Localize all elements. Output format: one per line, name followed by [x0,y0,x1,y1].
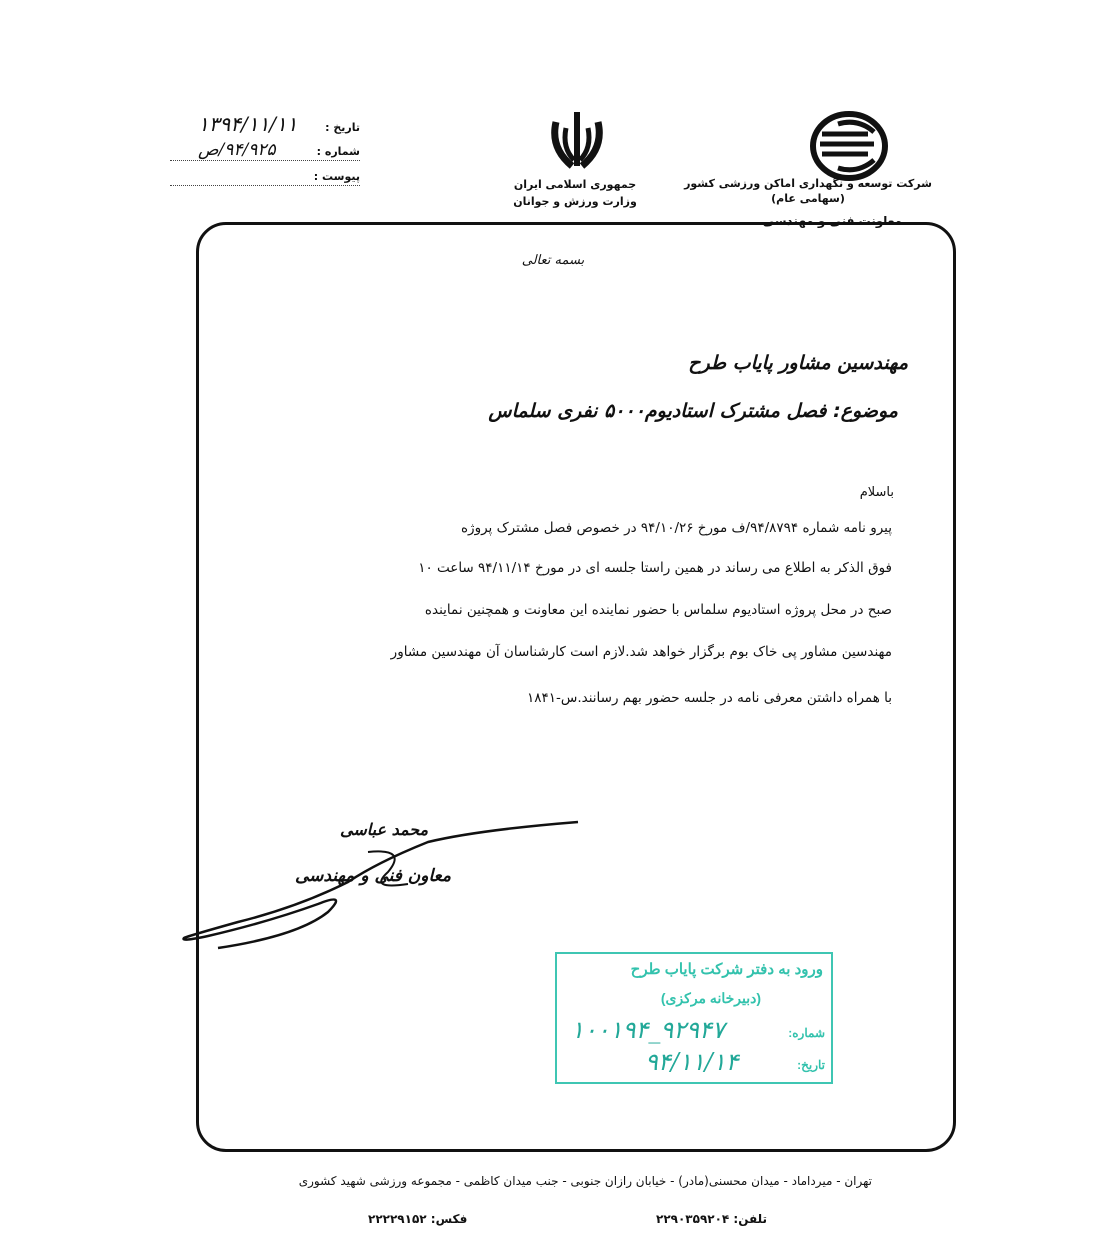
signatory-title: معاون فنی و مهندسی [295,866,451,886]
stamp-date-label: تاریخ: [797,1058,825,1072]
date-label: تاریخ : [325,121,360,134]
stamp-number-value: ۱۰۰۱۹۴_۹۲۹۴۷ [571,1016,725,1044]
signatory-name: محمد عباسی [340,820,429,839]
company-department: معاونت فنی و مهندسی [762,214,902,228]
attachment-row [170,161,360,186]
date-value: ۱۳۹۴/۱۱/۱۱ [198,112,298,136]
recipient: مهندسین مشاور پایاب طرح [688,352,908,374]
number-row [170,136,360,161]
body-line-1: پیرو نامه شماره ۹۴/۸۷۹۴/ف مورخ ۹۴/۱۰/۲۶ در خصوص فصل مشترک پروژه [460,520,892,536]
date-row [170,112,360,136]
greeting: باسلام [859,485,894,500]
body-line-2: فوق الذکر به اطلاع می رساند در همین راستا جلسه ای در مورخ ۹۴/۱۱/۱۴ ساعت ۱۰ [418,560,892,576]
iran-emblem-icon [550,108,604,172]
company-name: شرکت توسعه و نگهداری اماکن ورزشی کشور [684,177,932,190]
footer-phone: تلفن: ۲۲۹۰۳۵۹۲۰۴ [656,1212,768,1226]
footer-fax: فکس: ۲۲۲۲۹۱۵۲ [368,1212,468,1226]
government-ministry: وزارت ورزش و جوانان [513,195,637,208]
attachment-label: پیوست : [313,170,360,183]
stamp-number-label: شماره: [788,1026,825,1040]
company-name-block [678,176,938,206]
government-country: جمهوری اسلامی ایران [513,178,637,191]
company-logo-icon [808,110,890,182]
invocation: بسمه تعالی [521,253,585,268]
stamp-subtitle: (دبیرخانه مرکزی) [660,990,761,1006]
government-block [505,176,645,210]
letter-meta [170,112,360,186]
company-type: (سهامی عام) [771,192,845,205]
body-line-5: با همراه داشتن معرفی نامه در جلسه حضور بهم رسانند.س-۱۸۴۱ [526,690,892,706]
body-line-4: مهندسین مشاور پی خاک بوم برگزار خواهد شد.لازم است کارشناسان آن مهندسین مشاور [390,644,892,660]
body-line-3: صبح در محل پروژه استادیوم سلماس با حضور نماینده این معاونت و همچنین نماینده [424,602,892,618]
number-value: ۹۴/۹۲۵/ص [198,140,276,160]
number-label: شماره : [316,145,360,158]
footer-address: تهران - میرداماد - میدان محسنی(مادر) - خیابان رازان جنوبی - جنب میدان کاظمی - مجموعه ورزشی شهید کشوری [298,1174,872,1188]
subject: موضوع: فصل مشترک استادیوم۵۰۰۰ نفری سلماس [488,400,898,422]
stamp-title: ورود به دفتر شرکت پایاب طرح [630,961,823,978]
incoming-stamp [555,952,833,1084]
stamp-date-value: ۹۴/۱۱/۱۴ [645,1048,739,1076]
